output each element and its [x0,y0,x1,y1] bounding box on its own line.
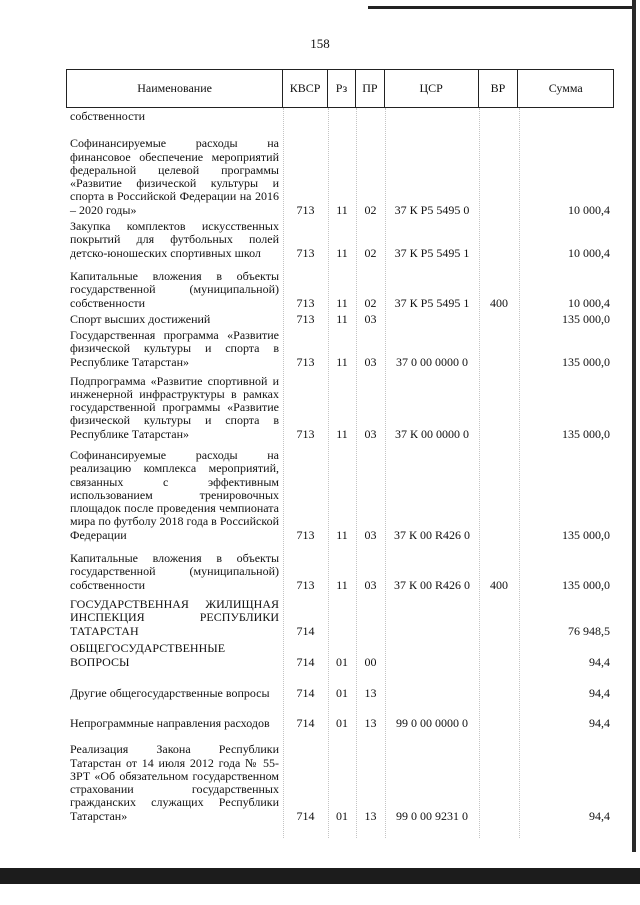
table-row [66,542,614,592]
cell-sum: 94,4 [589,685,610,700]
cell-csr: 37 0 00 0000 0 [396,354,468,369]
table-row [66,109,614,123]
cell-name: Другие общегосударственные вопросы [70,685,270,700]
cell-kvsr: 714 [296,685,315,700]
cell-csr: 99 0 00 9231 0 [396,808,468,823]
cell-pr: 00 [364,654,377,669]
cell-sum: 94,4 [589,654,610,669]
cell-pr: 02 [364,202,377,217]
table-row [66,310,614,326]
cell-csr: 99 0 00 0000 0 [396,715,468,730]
cell-kvsr: 713 [296,354,315,369]
cell-name: Софинансируемые расходы на реализацию комплекса мероприятий, связанных с эффективным использованием тренировочных площадок после проведения чемпионата мира по футболу 2018 года в Российской Федерации [70,447,279,542]
cell-pr: 02 [364,295,377,310]
cell-rz: 01 [336,685,348,700]
cell-rz: 11 [336,311,348,326]
table-header [66,69,614,108]
cell-rz: 01 [336,808,348,823]
cell-name: Софинансируемые расходы на финансовое обеспечение мероприятий федеральной целевой программы «Развитие физической культуры и спорта в Российской Федерации на 2016 – 2020 годы» [70,136,279,217]
column-header-name: Наименование [67,70,283,107]
cell-pr: 03 [364,311,377,326]
cell-name: Непрограммные направления расходов [70,715,270,730]
cell-csr: 37 К 00 R426 0 [393,527,470,542]
cell-csr: 37 К 00 R426 0 [393,577,470,592]
column-header-vr: ВР [479,70,519,107]
table-row [66,700,614,730]
table-row [66,592,614,638]
column-header-pr: ПР [356,70,385,107]
column-header-kvsr: КВСР [283,70,328,107]
cell-kvsr: 713 [296,577,315,592]
cell-sum: 135 000,0 [562,426,610,441]
cell-sum: 10 000,4 [568,245,610,260]
cell-sum: 10 000,4 [568,295,610,310]
cell-kvsr: 714 [296,654,315,669]
cell-vr: 400 [490,577,508,592]
cell-sum: 135 000,0 [562,577,610,592]
cell-kvsr: 713 [296,311,315,326]
cell-sum: 76 948,5 [568,623,610,638]
scan-edge-bottom [0,868,640,884]
page-number: 158 [310,36,330,51]
cell-sum: 135 000,0 [562,354,610,369]
column-header-sum: Сумма [548,81,583,95]
table-row [66,260,614,310]
cell-sum: 94,4 [589,715,610,730]
cell-name: Капитальные вложения в объекты государственной (муниципальной) собственности [70,551,279,592]
cell-kvsr: 713 [296,245,315,260]
cell-kvsr: 713 [296,202,315,217]
scan-edge-top [368,6,636,9]
cell-rz: 01 [336,715,348,730]
table-row [66,123,614,217]
cell-kvsr: 713 [296,527,315,542]
cell-rz: 11 [336,577,348,592]
column-header-csr: ЦСР [385,70,479,107]
cell-rz: 11 [336,202,348,217]
cell-csr: 37 К Р5 5495 1 [394,295,470,310]
cell-rz: 11 [336,354,348,369]
cell-csr: 37 К Р5 5495 0 [394,202,470,217]
cell-vr: 400 [490,295,508,310]
cell-pr: 03 [364,577,377,592]
cell-name: Подпрограмма «Развитие спортивной и инженерной инфраструктуры в рамках государственной программы «Развитие физической культуры и спорта в Республике Татарстан» [70,373,279,441]
table-row [66,326,614,369]
cell-name: ГОСУДАРСТВЕННАЯ ЖИЛИЩНАЯ ИНСПЕКЦИЯ РЕСПУБЛИКИ ТАТАРСТАН [70,597,279,638]
table-body [66,109,614,823]
cell-name: собственности [70,108,146,123]
cell-kvsr: 713 [296,426,315,441]
table-row [66,441,614,542]
cell-rz: 01 [336,654,348,669]
cell-name: Государственная программа «Развитие физической культуры и спорта в Республике Татарстан» [70,328,279,369]
cell-pr: 13 [364,808,377,823]
cell-pr: 13 [364,685,377,700]
table-row [66,217,614,260]
cell-rz: 11 [336,245,348,260]
cell-name: Закупка комплектов искусственных покрытий для футбольных полей детско-юношеских спортивных школ [70,219,279,260]
cell-rz: 11 [336,295,348,310]
cell-kvsr: 714 [296,715,315,730]
column-header-rz: Рз [328,70,356,107]
cell-name: Спорт высших достижений [70,311,211,326]
cell-pr: 03 [364,354,377,369]
cell-kvsr: 714 [296,623,315,638]
cell-pr: 03 [364,426,377,441]
cell-pr: 03 [364,527,377,542]
table-row [66,669,614,700]
table-row [66,369,614,441]
cell-sum: 135 000,0 [562,527,610,542]
scan-edge-right [632,0,636,852]
cell-csr: 37 К 00 0000 0 [394,426,469,441]
cell-sum: 94,4 [589,808,610,823]
cell-kvsr: 713 [296,295,315,310]
cell-kvsr: 714 [296,808,315,823]
cell-csr: 37 К Р5 5495 1 [394,245,470,260]
table-row [66,730,614,823]
table-row [66,638,614,669]
cell-sum: 135 000,0 [562,311,610,326]
cell-rz: 11 [336,527,348,542]
cell-pr: 02 [364,245,377,260]
cell-rz: 11 [336,426,348,441]
cell-name: Капитальные вложения в объекты государственной (муниципальной) собственности [70,269,279,310]
cell-sum: 10 000,4 [568,202,610,217]
cell-name: Реализация Закона Республики Татарстан от 14 июля 2012 года № 55-ЗРТ «Об обязательном государственном страховании государственных гражданских служащих Республики Татарстан» [70,742,279,823]
cell-name: ОБЩЕГОСУДАРСТВЕННЫЕ ВОПРОСЫ [70,641,226,669]
cell-pr: 13 [364,715,377,730]
